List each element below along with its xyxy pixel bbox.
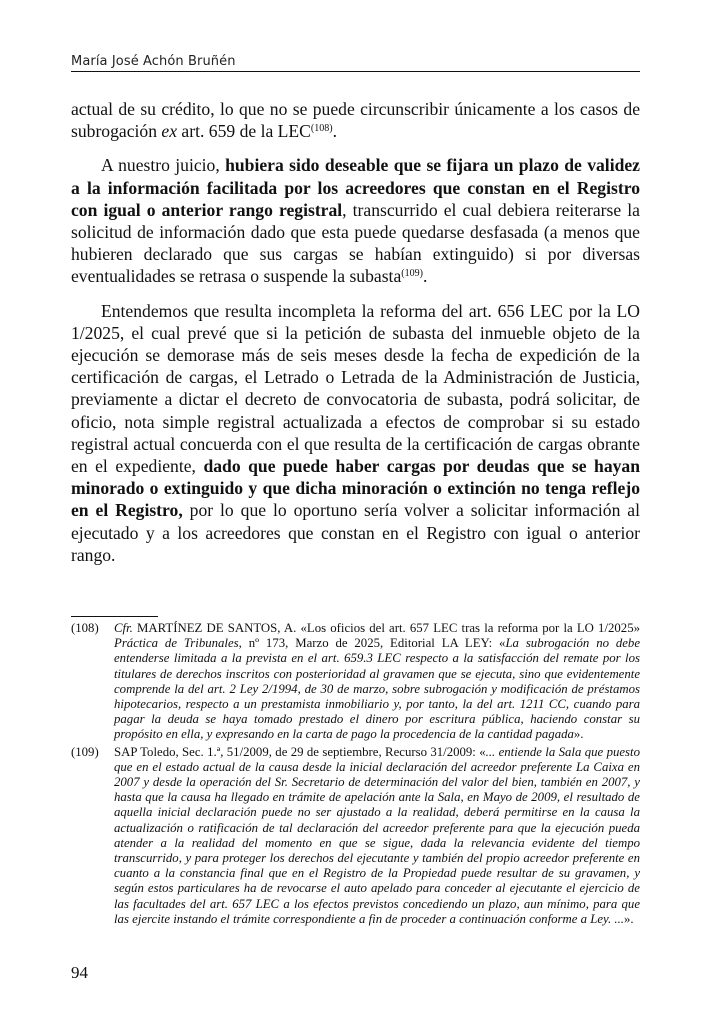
paragraph-2: A nuestro juicio, hubiera sido deseable que se fijara un plazo de validez a la información facilitada por los acreedores que constan en el Registro con igual o anterior rango registral, transcurrido el cual debiera reiterarse la solicitud de información dado que esta puede quedarse desfasada (a menos que hubieren declarado que sus cargas se habían extinguido) si por diversas eventualidades se retrasa o suspende la subasta$^{(109)}$. bbox=[71, 155, 640, 287]
footnote-text: Cfr. MARTÍNEZ DE SANTOS, A. «Los oficios del art. 657 LEC tras la reforma por la LO 1/2025» Práctica de Tribunales, nº 173, Marzo de 2025, Editorial LA LEY: «La subrogación no debe entenderse limitada a la prevista en el art. 659.3 LEC respecto a la satisfacción del remate por los titulares de derechos inscritos con posterioridad al gravamen que se ejecuta, sino que evidentemente comprende la del art. 2 Ley 2/1994, de 30 de marzo, sobre subrogación y modificación de préstamos hipotecarios, respecto a un prestamista inmobiliario y, por tanto, la del art. 1211 CC, cuando para pagar la deuda se haya tomado prestado el dinero por escritura pública, haciendo constar su propósito en ella, y expresando en la carta de pago la procedencia de la cantidad pagada». bbox=[114, 621, 641, 742]
header-rule bbox=[71, 71, 640, 72]
paragraph-3: Entendemos que resulta incompleta la reforma del art. 656 LEC por la LO 1/2025, el cual prevé que si la petición de subasta del inmueble objeto de la ejecución se demorase más de seis meses desde la fecha de expedición de la certificación de cargas, el Letrado o Letrada de la Administración de Justicia, previamente a dictar el decreto de convocatoria de subasta, podrá solicitar, de oficio, nota simple registral actualizada a efectos de comprobar si su estado registral actual concuerda con el que resulta de la certificación de cargas obrante en el expediente, dado que puede haber cargas por deudas que se hayan minorado o extinguido y que dicha minoración o extinción no tenga reflejo en el Registro, por lo que lo oportuno sería volver a solicitar información al ejecutado y a los acreedores que constan en el Registro con igual o anterior rango. bbox=[71, 300, 640, 565]
footnote-number: (108) bbox=[71, 621, 99, 635]
emphasis-bold: dado que puede haber cargas por deudas que se hayan minorado o extinguido y que dicha minoración o extinción no tenga reflejo en el Registro, bbox=[71, 456, 640, 521]
footnote-separator bbox=[71, 616, 158, 617]
paragraph-1: actual de su crédito, lo que no se puede circunscribir únicamente a los casos de subrogación ex art. 659 de la LEC$^{(108)}$. bbox=[71, 99, 640, 142]
emphasis-bold: hubiera sido deseable que se fijara un plazo de validez a la información facilitada por los acreedores que constan en el Registro con igual o anterior rango registral bbox=[71, 155, 640, 220]
quotation: La subrogación no debe entenderse limitada a la prevista en el art. 659.3 LEC respecto a la satisfacción del remate por los titulares de derechos inscritos con posterioridad al gravamen que se ejecuta, sino que evidentemente comprende la del art. 2 Ley 2/1994, de 30 de marzo, sobre subrogación y modificación de préstamos hipotecarios, respecto a un prestamista inmobiliario y, por tanto, la del art. 1211 CC, cuando para pagar la deuda se haya tomado prestado el dinero por escritura pública, haciendo constar su propósito en ella, y expresando en la carta de pago la procedencia de la cantidad pagada bbox=[114, 636, 641, 742]
running-header bbox=[71, 46, 640, 72]
latin-term: ex bbox=[161, 121, 178, 142]
main-text bbox=[71, 98, 640, 578]
footnote-ref-108[interactable]: (108) bbox=[310, 123, 333, 135]
footnotes bbox=[71, 621, 640, 929]
page-number: 94 bbox=[71, 963, 88, 982]
journal-title: Práctica de Tribunales bbox=[114, 636, 239, 651]
footnote-ref-109[interactable]: (109) bbox=[401, 268, 423, 280]
header-author: María José Achón Bruñén bbox=[71, 54, 236, 69]
quotation: ... entiende la Sala que puesto que en el estado actual de la causa desde la inicial declaración del acreedor preferente La Caixa en 2007 y desde la operación del Sr. Secretario de determinación del valor del bien, también en 2007, y hasta que la causa ha llegado en trámite de apelación ante la Sala, en Mayo de 2009, el resultado de aquella inicial declaración puede no ser ajustado a la realidad, deberá permitirse en la causa la actualización o ratificación de tal declaración del acreedor preferente para que la ejecución pueda atender a la realidad del momento en que se sigue, dada la relevancia evidente del tiempo transcurrido, y para proteger los derechos del ejecutante y también del propio acreedor preferente en cuanto a la constancia final que en el Registro de la Propiedad puede resultar de su gravamen, y según estos particulares ha de revocarse el auto apelado para conceder al ejecutante el ejercicio de las facultades del art. 657 LEC a los efectos previstos concediendo un plazo, aun mínimo, para que las ejercite instando el trámite correspondiente a fin de proceder a continuación conforme a Ley. ... bbox=[114, 744, 640, 926]
footnote-number: (109) bbox=[71, 744, 99, 759]
footnote-108 bbox=[71, 621, 640, 743]
footnote-109 bbox=[71, 745, 640, 927]
footnote-text: SAP Toledo, Sec. 1.ª, 51/2009, de 29 de septiembre, Recurso 31/2009: «... entiende la Sala que puesto que en el estado actual de la causa desde la inicial declaración del acreedor preferente La Caixa en 2007 y desde la operación del Sr. Secretario de determinación del valor del bien, también en 2007, y hasta que la causa ha llegado en trámite de apelación ante la Sala, en Mayo de 2009, el resultado de aquella inicial declaración puede no ser ajustado a la realidad, deberá permitirse en la causa la actualización o ratificación de tal declaración del acreedor preferente para que la ejecución pueda atender a la realidad del momento en que se sigue, dada la relevancia evidente del tiempo transcurrido, y para proteger los derechos del ejecutante y también del propio acreedor preferente en cuanto a la constancia final que en el Registro de la Propiedad puede resultar de su gravamen, y según estos particulares ha de revocarse el auto apelado para conceder al ejecutante el ejercicio de las facultades del art. 657 LEC a los efectos previstos concediendo un plazo, aun mínimo, para que las ejercite instando el trámite correspondiente a fin de proceder a continuación conforme a Ley. ...». bbox=[114, 744, 640, 926]
